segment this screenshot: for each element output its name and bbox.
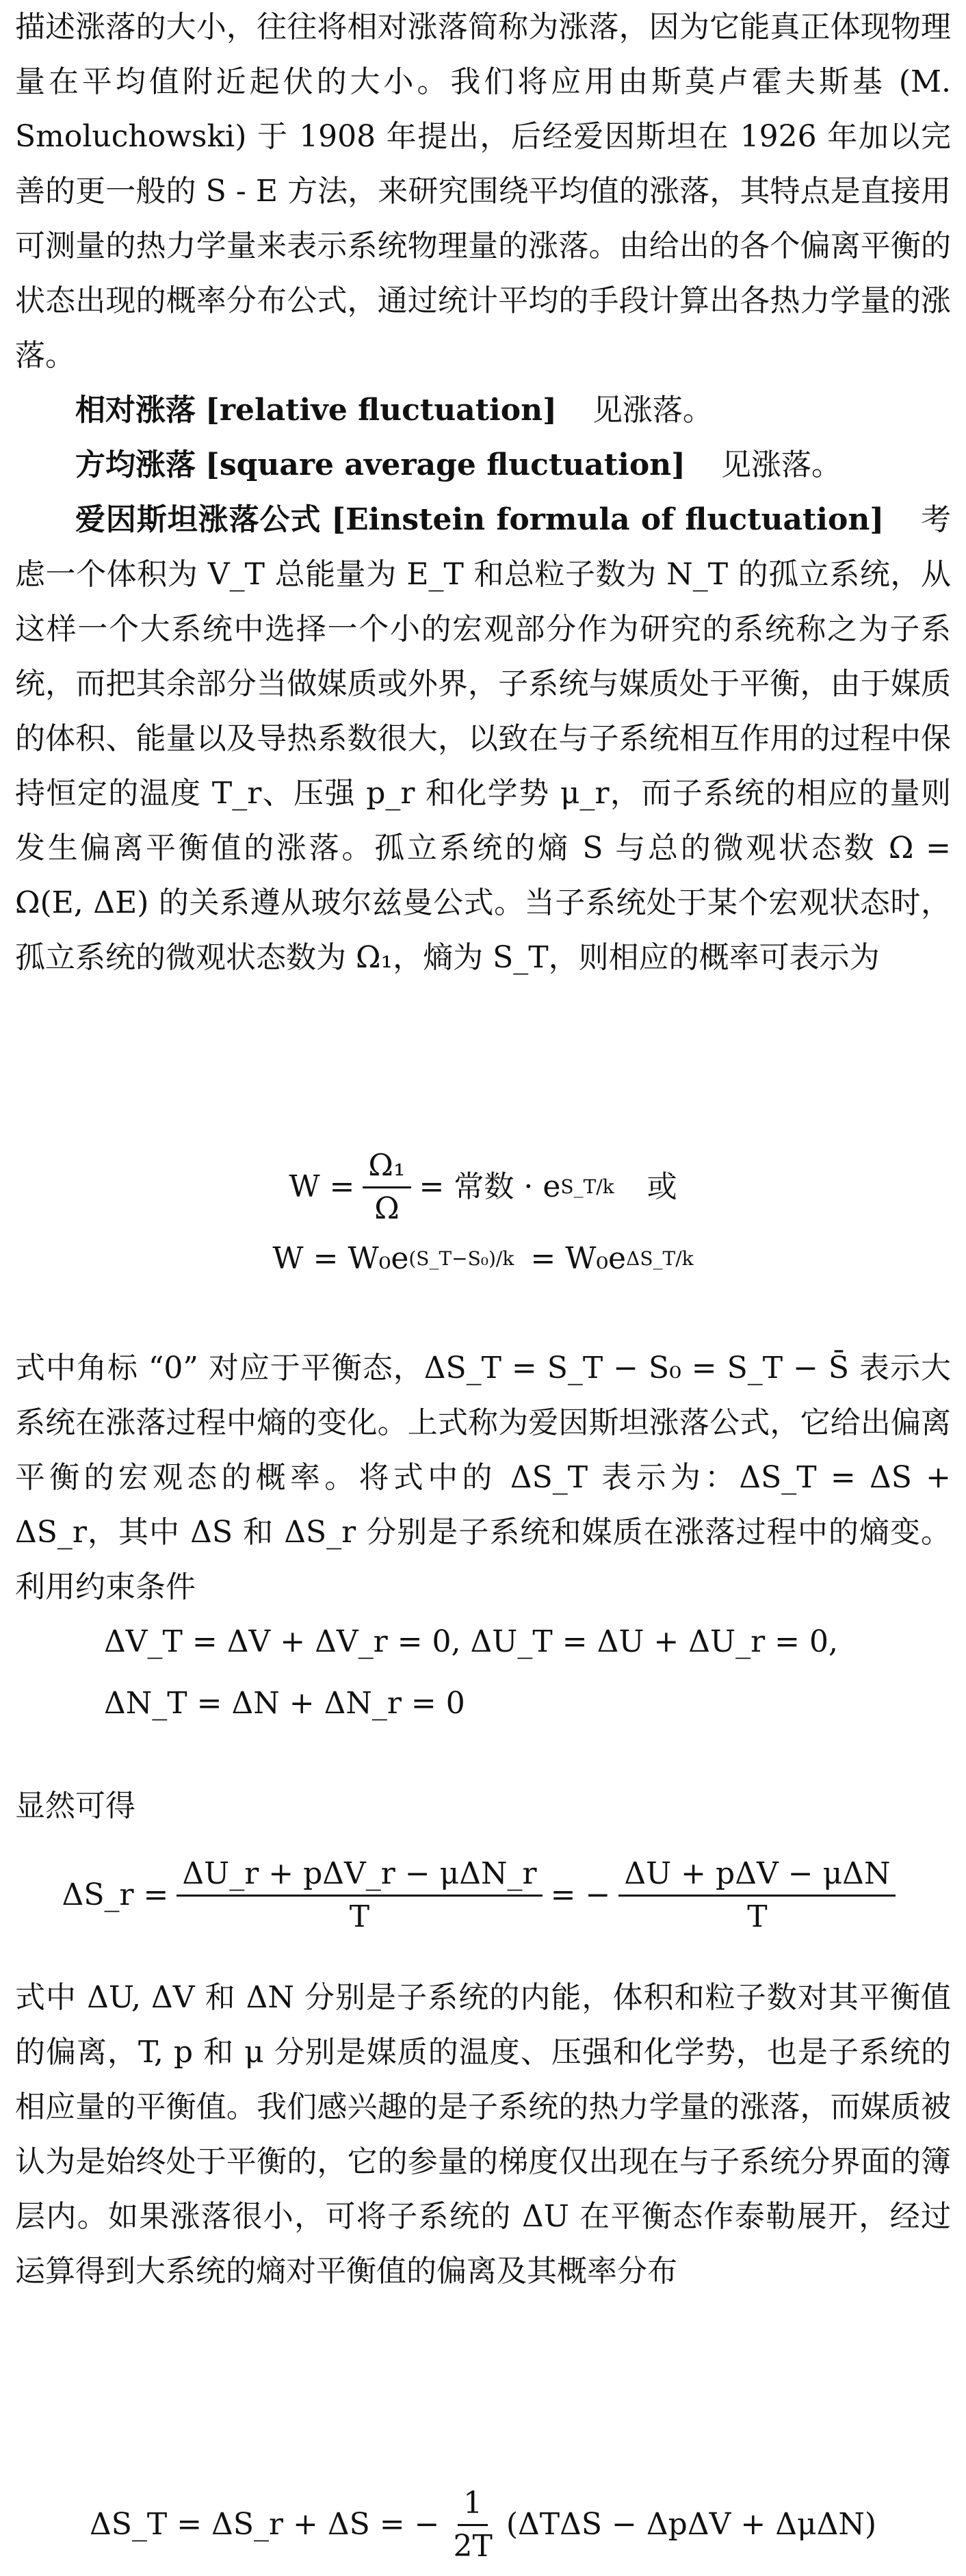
paragraph-obviously: 显然可得 xyxy=(15,1788,135,1823)
eq-lhs: W = W₀e xyxy=(272,1241,409,1276)
eq-middle: = 常数 · e xyxy=(419,1169,561,1204)
eq-denominator: T xyxy=(747,1899,768,1934)
equation-entropy-medium xyxy=(15,1847,951,1943)
eq-numerator: Ω₁ xyxy=(363,1145,410,1188)
eq-numerator: ΔU + pΔV − μΔN xyxy=(618,1853,896,1897)
paragraph-final: 式中 ΔU, ΔV 和 ΔN 分别是子系统的内能，体积和粒子数对其平衡值的偏离，T, p 和 μ 分别是媒质的温度、压强和化学势，也是子系统的相应量的平衡值。我们感兴趣的是子系统的热力学量的涨落，而媒质被认为是始终处于平衡的，它的参量的梯度仅出现在与子系统分界面的簿层内。如果涨落很小，可将子系统的 ΔU 在平衡态作泰勒展开，经过运算得到大系统的熵对平衡值的偏离及其概率分布 xyxy=(15,1980,951,2289)
entry-body: 考虑一个体积为 V_T 总能量为 E_T 和总粒子数为 N_T 的孤立系统，从这样一个大系统中选择一个小的宏观部分作为研究的系统称之为子系统，而把其余部分当做媒质或外界，子系统与媒质处于平衡，由于媒质的体积、能量以及导热系数很大，以致在与子系统相互作用的过程中保持恒定的温度 T_r、压强 p_r 和化学势 μ_r，而子系统的相应的量则发生偏离平衡值的涨落。孤立系统的熵 S 与总的微观状态数 Ω = Ω(E, ΔE) 的关系遵从玻尔兹曼公式。当子系统处于某个宏观状态时，孤立系统的微观状态数为 Ω₁，熵为 S_T，则相应的概率可表示为 xyxy=(15,502,952,975)
entry-square-average-fluctuation xyxy=(15,438,951,493)
eq-middle: = W₀e xyxy=(530,1241,627,1276)
equation-constraint-2: ΔN_T = ΔN + ΔN_r = 0 xyxy=(104,1686,465,1721)
eq-lhs: ΔS_r = xyxy=(62,1877,169,1912)
eq-fraction xyxy=(618,1853,896,1938)
eq-numerator: 1 xyxy=(458,2483,488,2526)
entry-cross-ref: 见涨落。 xyxy=(592,393,713,428)
eq-denominator: T xyxy=(349,1899,370,1934)
equation-probability-1: W = $\frac{\text{Ω₁}}{\Omega}$ = 常数 · e S_T/k 或 xyxy=(15,1149,951,1225)
eq-lhs: ΔS_T = ΔS_r + ΔS = − xyxy=(89,2507,440,2542)
entry-cross-ref: 见涨落。 xyxy=(720,447,841,482)
eq-or: 或 xyxy=(647,1169,677,1204)
eq-fraction xyxy=(363,1145,410,1230)
eq-middle: = − xyxy=(550,1877,611,1912)
entry-term: 爱因斯坦涨落公式 xyxy=(75,502,322,537)
entry-english: [relative fluctuation] xyxy=(205,393,557,428)
eq-denominator: Ω xyxy=(374,1191,400,1226)
intro-paragraph: 描述涨落的大小，往往将相对涨落简称为涨落，因为它能真正体现物理量在平均值附近起伏的大小。我们将应用由斯莫卢霍夫斯基 (M. Smoluchowski) 于 1908 年提出，后经爱因斯坦在 1926 年加以完善的更一般的 S - E 方法，来研究围绕平均值的涨落，其特点是直接用可测量的热力学量来表示系统物理量的涨落。由给出的各个偏离平衡的状态出现的概率分布公式，通过统计平均的手段计算出各热力学量的涨落。 xyxy=(15,10,951,373)
eq-fraction xyxy=(177,1853,542,1938)
entry-term: 方均涨落 xyxy=(75,447,196,482)
entry-einstein-formula xyxy=(15,493,951,985)
entry-english: [square average fluctuation] xyxy=(205,447,686,482)
equation-entropy-total xyxy=(15,2477,951,2573)
eq-fraction xyxy=(447,2483,497,2567)
equation-constraint-1: ΔV_T = ΔV + ΔV_r = 0, ΔU_T = ΔU + ΔU_r = 0, xyxy=(104,1624,838,1659)
entry-english: [Einstein formula of fluctuation] xyxy=(331,502,885,537)
entry-relative-fluctuation xyxy=(15,383,951,438)
eq-lhs: W = xyxy=(289,1169,355,1204)
eq-denominator: 2T xyxy=(453,2528,493,2564)
eq-rhs: (ΔTΔS − ΔpΔV + ΔμΔN) xyxy=(506,2507,877,2542)
entry-term: 相对涨落 xyxy=(75,393,196,428)
paragraph-after-equation: 式中角标 “0” 对应于平衡态，ΔS_T = S_T − S₀ = S_T − S̄ 表示大系统在涨落过程中熵的变化。上式称为爱因斯坦涨落公式，它给出偏离平衡的宏观态的概率。将式中的 ΔS_T 表示为：ΔS_T = ΔS + ΔS_r，其中 ΔS 和 ΔS_r 分别是子系统和媒质在涨落过程中的熵变。利用约束条件 xyxy=(15,1351,951,1604)
equation-probability-2: W = W₀e (S_T−S₀)/k = W₀e ΔS_T/k xyxy=(15,1232,951,1286)
eq-numerator: ΔU_r + pΔV_r − μΔN_r xyxy=(177,1853,542,1897)
